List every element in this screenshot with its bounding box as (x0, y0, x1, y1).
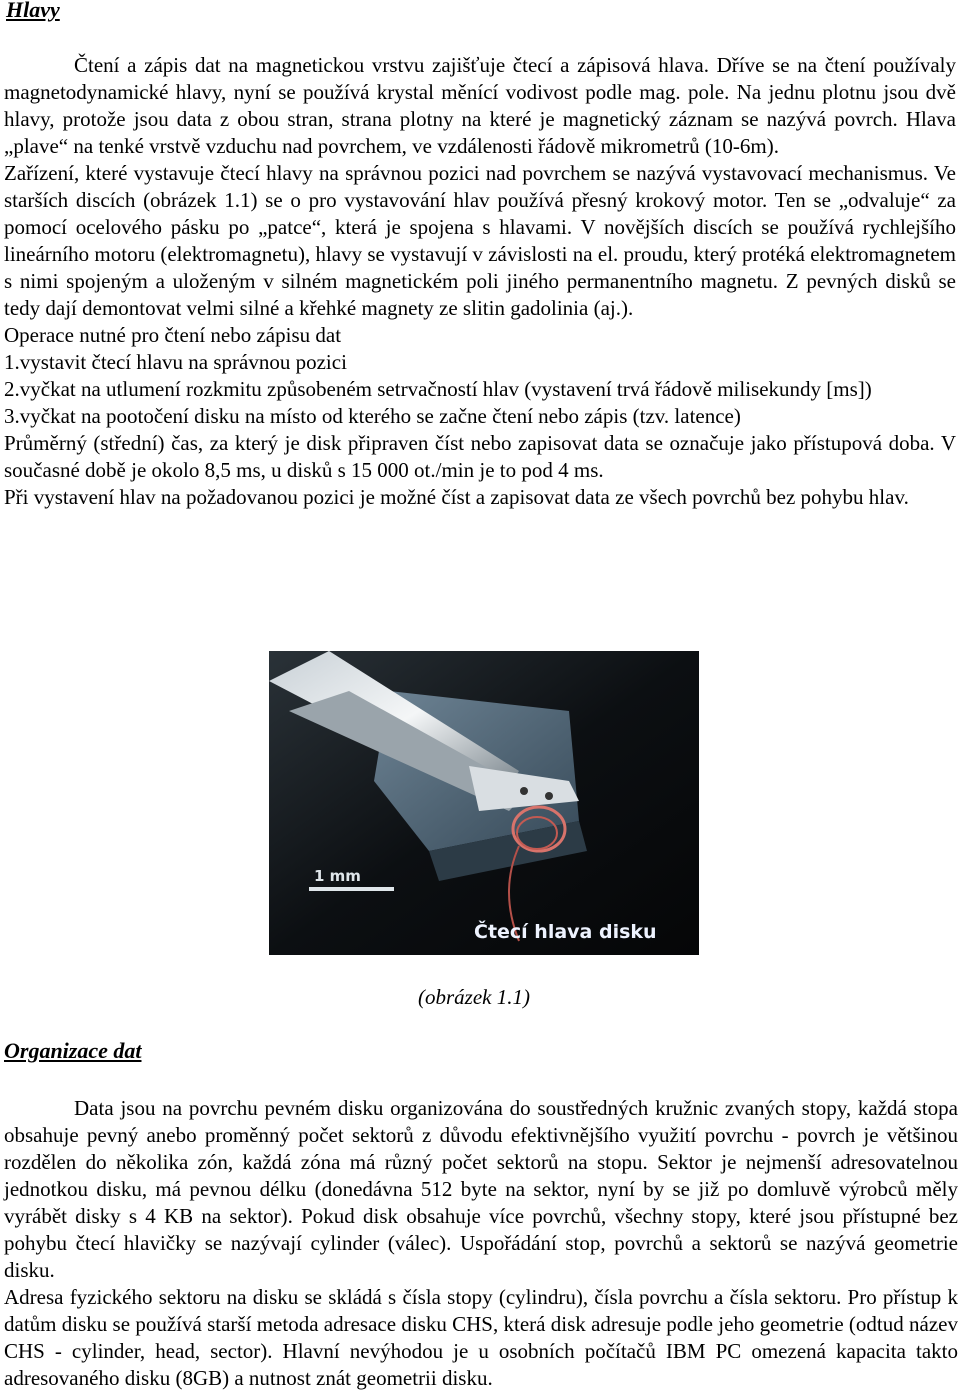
paragraph-positioning-mechanism: Zařízení, které vystavuje čtecí hlavy na správnou pozici nad povrchem se nazývá vystavovací mechanismus. Ve starších discích (obrázek 1.1) se o pro vystavování hlav používá přesný krokový motor. Ten se „odvaluje“ za pomocí ocelového pásku po „patce“, která je spojena s hlavami. V novějších discích se používá rychlejšího lineárního motoru (elektromagnetu), hlavy se vystavují v závislosti na el. proudu, který protéká elektromagnetem s nimi spojeným a uloženým v silném magnetickém poli jiného permanentního magnetu. Z pevných disků se tedy dají demontovat velmi silné a křehké magnety ze slitin gadolinia (aj.). (4, 161, 956, 320)
read-head-illustration (269, 651, 699, 955)
section-hlavy-body (4, 52, 956, 511)
read-head-photo (269, 651, 699, 955)
operation-item-2: 2.vyčkat na utlumení rozkmitu způsobeném setrvačností hlav (vystavení trvá řádově milisekundy [ms]) (4, 377, 872, 401)
section-heading-organizace: Organizace dat (4, 1038, 142, 1063)
photo-label: Čtecí hlava disku (474, 921, 657, 943)
paragraph-chs-addressing: Adresa fyzického sektoru na disku se skládá s čísla stopy (cylindru), čísla povrchu a čísla sektoru. Pro přístup k datům disku se používá starší metoda adresace disku CHS, která disk adresuje podle jeho geometrie (odtud název CHS - cylinder, head, sector). Hlavní nevýhodou je u osobních počítačů IBM PC omezená kapacita takto adresovaného disku (8GB) a nutnost znát geometrii disku. (4, 1285, 958, 1390)
scale-label: 1 mm (314, 867, 361, 885)
operation-item-3: 3.vyčkat na pootočení disku na místo od kterého se začne čtení nebo zápis (tzv. latence) (4, 404, 741, 428)
paragraph-heads-intro: Čtení a zápis dat na magnetickou vrstvu zajišťuje čtecí a zápisová hlava. Dříve se na čtení používaly magnetodynamické hlavy, nyní se používá krystal měnící vodivost podle mag. pole. Na jednu plotnu jsou dvě hlavy, protože jsou data z obou stran, strana plotny na které je magnetický záznam se nazývá povrch. Hlava „plave“ na tenké vrstvě vzduchu nad povrchem, ve vzdálenosti řádově mikrometrů (10-6m). (4, 53, 956, 158)
paragraph-tracks-sectors: Data jsou na povrchu pevném disku organizována do soustředných kružnic zvaných stopy, každá stopa obsahuje pevný anebo proměnný počet sektorů z důvodu efektivnějšího využití povrchu - povrch je většinou rozdělen do několika zón, každá zóna má různý počet sektorů na stopu. Sektor je nejmenší adresovatelnou jednotkou disku, má pevnou délku (donedávna 512 byte na sektor, nyní by se již po domluvě výrobců měly vyrábět disky s 4 KB na sektor). Pokud disk obsahuje více povrchů, všechny stopy, které jsou přístupné bez pohybu čtecí hlavičky se nazývají cylinder (válec). Uspořádání stop, povrchů a sektorů se nazývá geometrie disku. (4, 1096, 958, 1282)
paragraph-access-time: Průměrný (střední) čas, za který je disk připraven číst nebo zapisovat data se označuje jako přístupová doba. V současné době je okolo 8,5 ms, u disků s 15 000 ot./min je to pod 4 ms. (4, 431, 956, 482)
operations-title: Operace nutné pro čtení nebo zápisu dat (4, 323, 342, 347)
operation-item-1: 1.vystavit čtecí hlavu na správnou pozici (4, 350, 347, 374)
figure-caption: (obrázek 1.1) (418, 985, 530, 1009)
section-heading-hlavy: Hlavy (6, 0, 60, 22)
paragraph-all-surfaces: Při vystavení hlav na požadovanou pozici je možné číst a zapisovat data ze všech povrchů bez pohybu hlav. (4, 485, 909, 509)
section-organizace-body (4, 1095, 958, 1392)
